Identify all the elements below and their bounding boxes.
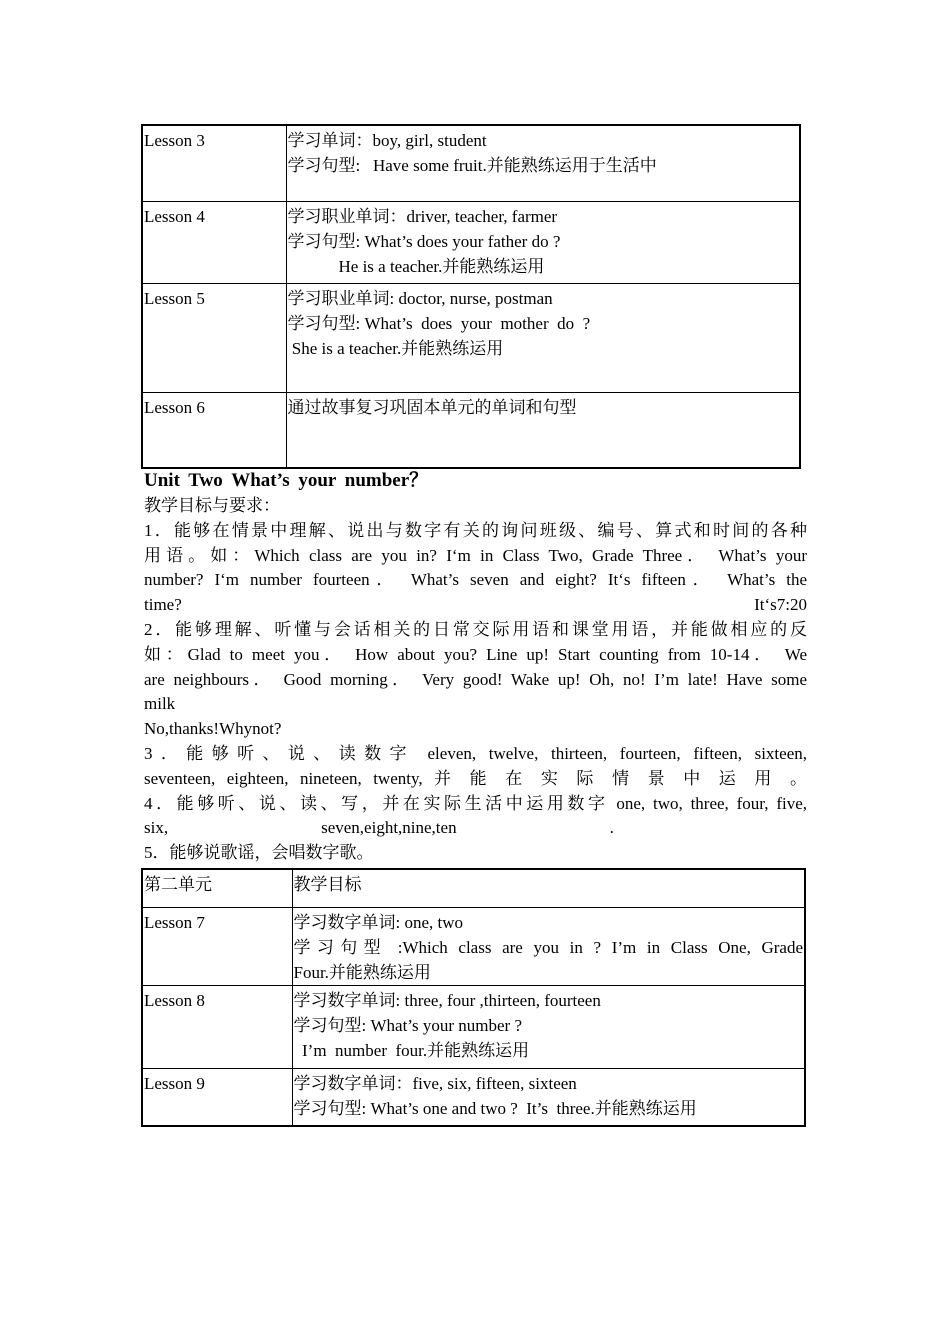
lesson-goal: 学习职业单词：driver, teacher, farmer 学习句型: What’s does your father do ? He is a teacher.并能熟练运用 xyxy=(286,201,800,283)
lesson-table-unit-two xyxy=(141,868,806,1127)
table-row xyxy=(142,201,800,283)
lesson-label: Lesson 9 xyxy=(142,1068,292,1126)
lesson-table-unit-one xyxy=(141,124,801,469)
lesson-goal: 学习数字单词: one, two 学习句型 :Which class are you in ? I’m in Class One, Grade Four.并能熟练运用 xyxy=(292,907,805,985)
lesson-label: Lesson 3 xyxy=(142,125,286,201)
lesson-label: Lesson 6 xyxy=(142,392,286,468)
table-row xyxy=(142,392,800,468)
table-row xyxy=(142,1068,805,1126)
table-header-row xyxy=(142,869,805,907)
lesson-goal: 学习数字单词：five, six, fifteen, sixteen 学习句型: What’s one and two ? It’s three.并能熟练运用 xyxy=(292,1068,805,1126)
column-header-goal: 教学目标 xyxy=(292,869,805,907)
lesson-label: Lesson 8 xyxy=(142,985,292,1068)
table-row xyxy=(142,907,805,985)
table-row xyxy=(142,125,800,201)
column-header-unit: 第二单元 xyxy=(142,869,292,907)
objective-item-2: 2．能够理解、听懂与会话相关的日常交际用语和课堂用语，并能做相应的反 如：Glad to meet you． How about you? Line up! Start counting from 10-14． We are neighbours． Good morning． Very good! Wake up! Oh, no! I’m late! Have some milk No,thanks!Whynot? xyxy=(144,619,807,739)
lesson-label: Lesson 4 xyxy=(142,201,286,283)
lesson-goal: 学习数字单词: three, four ,thirteen, fourteen 学习句型: What’s your number ? I’m number four.并能熟练运用 xyxy=(292,985,805,1068)
objective-item-4: 4．能够听、说、读、写，并在实际生活中运用数字 one, two, three, four, five, six, seven,eight,nine,ten . xyxy=(144,793,807,838)
unit-title: Unit Two What’s your number？ xyxy=(144,470,429,491)
unit-subtitle: 教学目标与要求： xyxy=(144,496,280,515)
objective-item-1: 1．能够在情景中理解、说出与数字有关的询问班级、编号、算式和时间的各种 用语。如：Which class are you in? I‘m in Class Two, Grade Three． What’s your number? I‘m number fourteen． What’s seven and eight? It‘s fifteen． What’s the time? It‘s7:20 xyxy=(144,520,807,615)
table-row xyxy=(142,985,805,1068)
unit-two-section xyxy=(144,468,807,866)
lesson-label: Lesson 7 xyxy=(142,907,292,985)
table-row xyxy=(142,283,800,392)
lesson-goal: 通过故事复习巩固本单元的单词和句型 xyxy=(286,392,800,468)
lesson-label: Lesson 5 xyxy=(142,283,286,392)
objective-item-3: 3．能够听、说、读数字 eleven, twelve, thirteen, fourteen, fifteen, sixteen, seventeen, eighteen, nineteen, twenty, 并 能 在 实 际 情 景 中 运 用 。 xyxy=(144,743,807,788)
objective-item-5: 5．能够说歌谣，会唱数字歌。 xyxy=(144,843,374,863)
lesson-goal: 学习职业单词: doctor, nurse, postman 学习句型: What’s does your mother do ? She is a teacher.并能熟练运用 xyxy=(286,283,800,392)
lesson-goal: 学习单词：boy, girl, student 学习句型: Have some fruit.并能熟练运用于生活中 xyxy=(286,125,800,201)
